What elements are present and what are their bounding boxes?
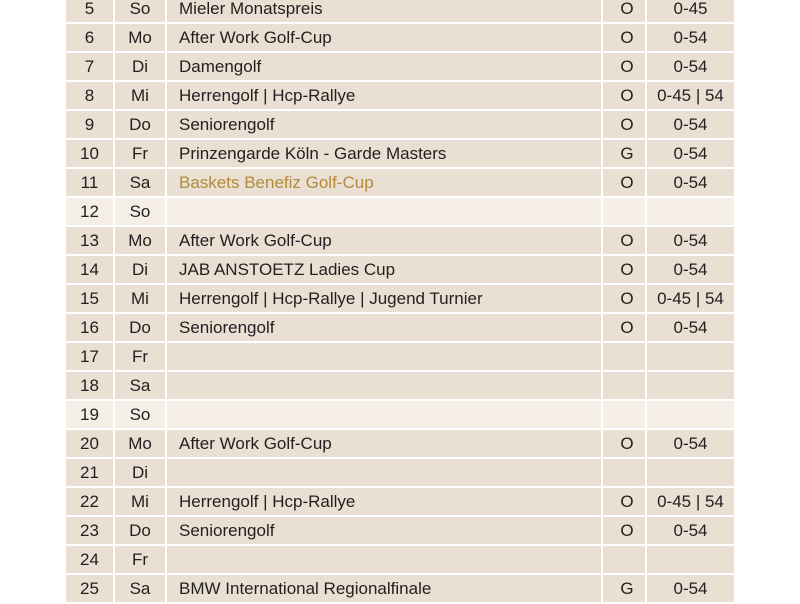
hcp-cell: 0-54 [645, 430, 734, 459]
schedule-row [66, 459, 734, 488]
day-cell: 6 [66, 24, 113, 53]
day-cell: 20 [66, 430, 113, 459]
type-cell: O [601, 0, 645, 24]
event-cell: BMW International Regionalfinale [165, 575, 601, 604]
type-cell: O [601, 488, 645, 517]
type-cell: G [601, 140, 645, 169]
event-cell [165, 343, 601, 372]
weekday-cell: So [113, 0, 165, 24]
type-cell [601, 372, 645, 401]
schedule-row [66, 169, 734, 198]
day-cell: 17 [66, 343, 113, 372]
type-cell: G [601, 575, 645, 604]
type-cell: O [601, 24, 645, 53]
hcp-cell [645, 343, 734, 372]
event-cell: Herrengolf | Hcp-Rallye [165, 82, 601, 111]
hcp-cell: 0-54 [645, 575, 734, 604]
weekday-cell: Fr [113, 140, 165, 169]
hcp-cell: 0-54 [645, 53, 734, 82]
schedule-row [66, 111, 734, 140]
schedule-row [66, 517, 734, 546]
event-cell [165, 546, 601, 575]
weekday-cell: So [113, 401, 165, 430]
weekday-cell: So [113, 198, 165, 227]
schedule-row [66, 82, 734, 111]
weekday-cell: Di [113, 53, 165, 82]
day-cell: 25 [66, 575, 113, 604]
weekday-cell: Mi [113, 488, 165, 517]
weekday-cell: Mo [113, 227, 165, 256]
day-cell: 15 [66, 285, 113, 314]
event-cell: Herrengolf | Hcp-Rallye | Jugend Turnier [165, 285, 601, 314]
hcp-cell [645, 401, 734, 430]
event-cell [165, 198, 601, 227]
type-cell [601, 546, 645, 575]
schedule-row [66, 198, 734, 227]
type-cell: O [601, 314, 645, 343]
schedule-row [66, 488, 734, 517]
day-cell: 10 [66, 140, 113, 169]
type-cell: O [601, 82, 645, 111]
event-cell [165, 372, 601, 401]
day-cell: 14 [66, 256, 113, 285]
schedule-row [66, 24, 734, 53]
hcp-cell [645, 198, 734, 227]
hcp-cell: 0-54 [645, 169, 734, 198]
day-cell: 12 [66, 198, 113, 227]
event-cell: After Work Golf-Cup [165, 227, 601, 256]
type-cell: O [601, 227, 645, 256]
event-cell: Herrengolf | Hcp-Rallye [165, 488, 601, 517]
weekday-cell: Sa [113, 169, 165, 198]
type-cell: O [601, 256, 645, 285]
weekday-cell: Fr [113, 343, 165, 372]
type-cell: O [601, 517, 645, 546]
day-cell: 5 [66, 0, 113, 24]
schedule-row [66, 53, 734, 82]
weekday-cell: Mo [113, 24, 165, 53]
schedule-row [66, 401, 734, 430]
type-cell [601, 401, 645, 430]
event-cell: Seniorengolf [165, 517, 601, 546]
type-cell: O [601, 111, 645, 140]
weekday-cell: Fr [113, 546, 165, 575]
event-cell: Damengolf [165, 53, 601, 82]
weekday-cell: Sa [113, 372, 165, 401]
day-cell: 24 [66, 546, 113, 575]
weekday-cell: Sa [113, 575, 165, 604]
schedule-row [66, 285, 734, 314]
event-cell: After Work Golf-Cup [165, 430, 601, 459]
weekday-cell: Mi [113, 285, 165, 314]
tournament-schedule-table [66, 0, 734, 604]
schedule-row [66, 256, 734, 285]
hcp-cell [645, 459, 734, 488]
day-cell: 23 [66, 517, 113, 546]
hcp-cell: 0-45 | 54 [645, 488, 734, 517]
day-cell: 9 [66, 111, 113, 140]
schedule-row [66, 314, 734, 343]
day-cell: 8 [66, 82, 113, 111]
schedule-row [66, 372, 734, 401]
event-cell: Mieler Monatspreis [165, 0, 601, 24]
schedule-row [66, 227, 734, 256]
event-cell: Seniorengolf [165, 314, 601, 343]
type-cell: O [601, 430, 645, 459]
event-cell: After Work Golf-Cup [165, 24, 601, 53]
event-cell: Seniorengolf [165, 111, 601, 140]
day-cell: 11 [66, 169, 113, 198]
day-cell: 16 [66, 314, 113, 343]
schedule-row [66, 546, 734, 575]
hcp-cell: 0-45 | 54 [645, 82, 734, 111]
event-cell [165, 401, 601, 430]
schedule-row [66, 430, 734, 459]
hcp-cell: 0-54 [645, 256, 734, 285]
hcp-cell: 0-54 [645, 517, 734, 546]
hcp-cell [645, 546, 734, 575]
weekday-cell: Mi [113, 82, 165, 111]
day-cell: 13 [66, 227, 113, 256]
hcp-cell [645, 372, 734, 401]
type-cell: O [601, 169, 645, 198]
day-cell: 22 [66, 488, 113, 517]
hcp-cell: 0-45 | 54 [645, 285, 734, 314]
hcp-cell: 0-54 [645, 24, 734, 53]
schedule-row [66, 140, 734, 169]
type-cell: O [601, 53, 645, 82]
hcp-cell: 0-54 [645, 111, 734, 140]
type-cell: O [601, 285, 645, 314]
event-cell: JAB ANSTOETZ Ladies Cup [165, 256, 601, 285]
day-cell: 7 [66, 53, 113, 82]
type-cell [601, 343, 645, 372]
weekday-cell: Mo [113, 430, 165, 459]
day-cell: 19 [66, 401, 113, 430]
weekday-cell: Do [113, 517, 165, 546]
event-cell: Baskets Benefiz Golf-Cup [165, 169, 601, 198]
weekday-cell: Di [113, 459, 165, 488]
event-cell [165, 459, 601, 488]
schedule-row [66, 0, 734, 24]
hcp-cell: 0-54 [645, 314, 734, 343]
weekday-cell: Do [113, 314, 165, 343]
day-cell: 21 [66, 459, 113, 488]
type-cell [601, 459, 645, 488]
weekday-cell: Do [113, 111, 165, 140]
day-cell: 18 [66, 372, 113, 401]
schedule-row [66, 343, 734, 372]
type-cell [601, 198, 645, 227]
schedule-body [66, 0, 734, 604]
hcp-cell: 0-45 [645, 0, 734, 24]
weekday-cell: Di [113, 256, 165, 285]
hcp-cell: 0-54 [645, 140, 734, 169]
event-cell: Prinzengarde Köln - Garde Masters [165, 140, 601, 169]
hcp-cell: 0-54 [645, 227, 734, 256]
